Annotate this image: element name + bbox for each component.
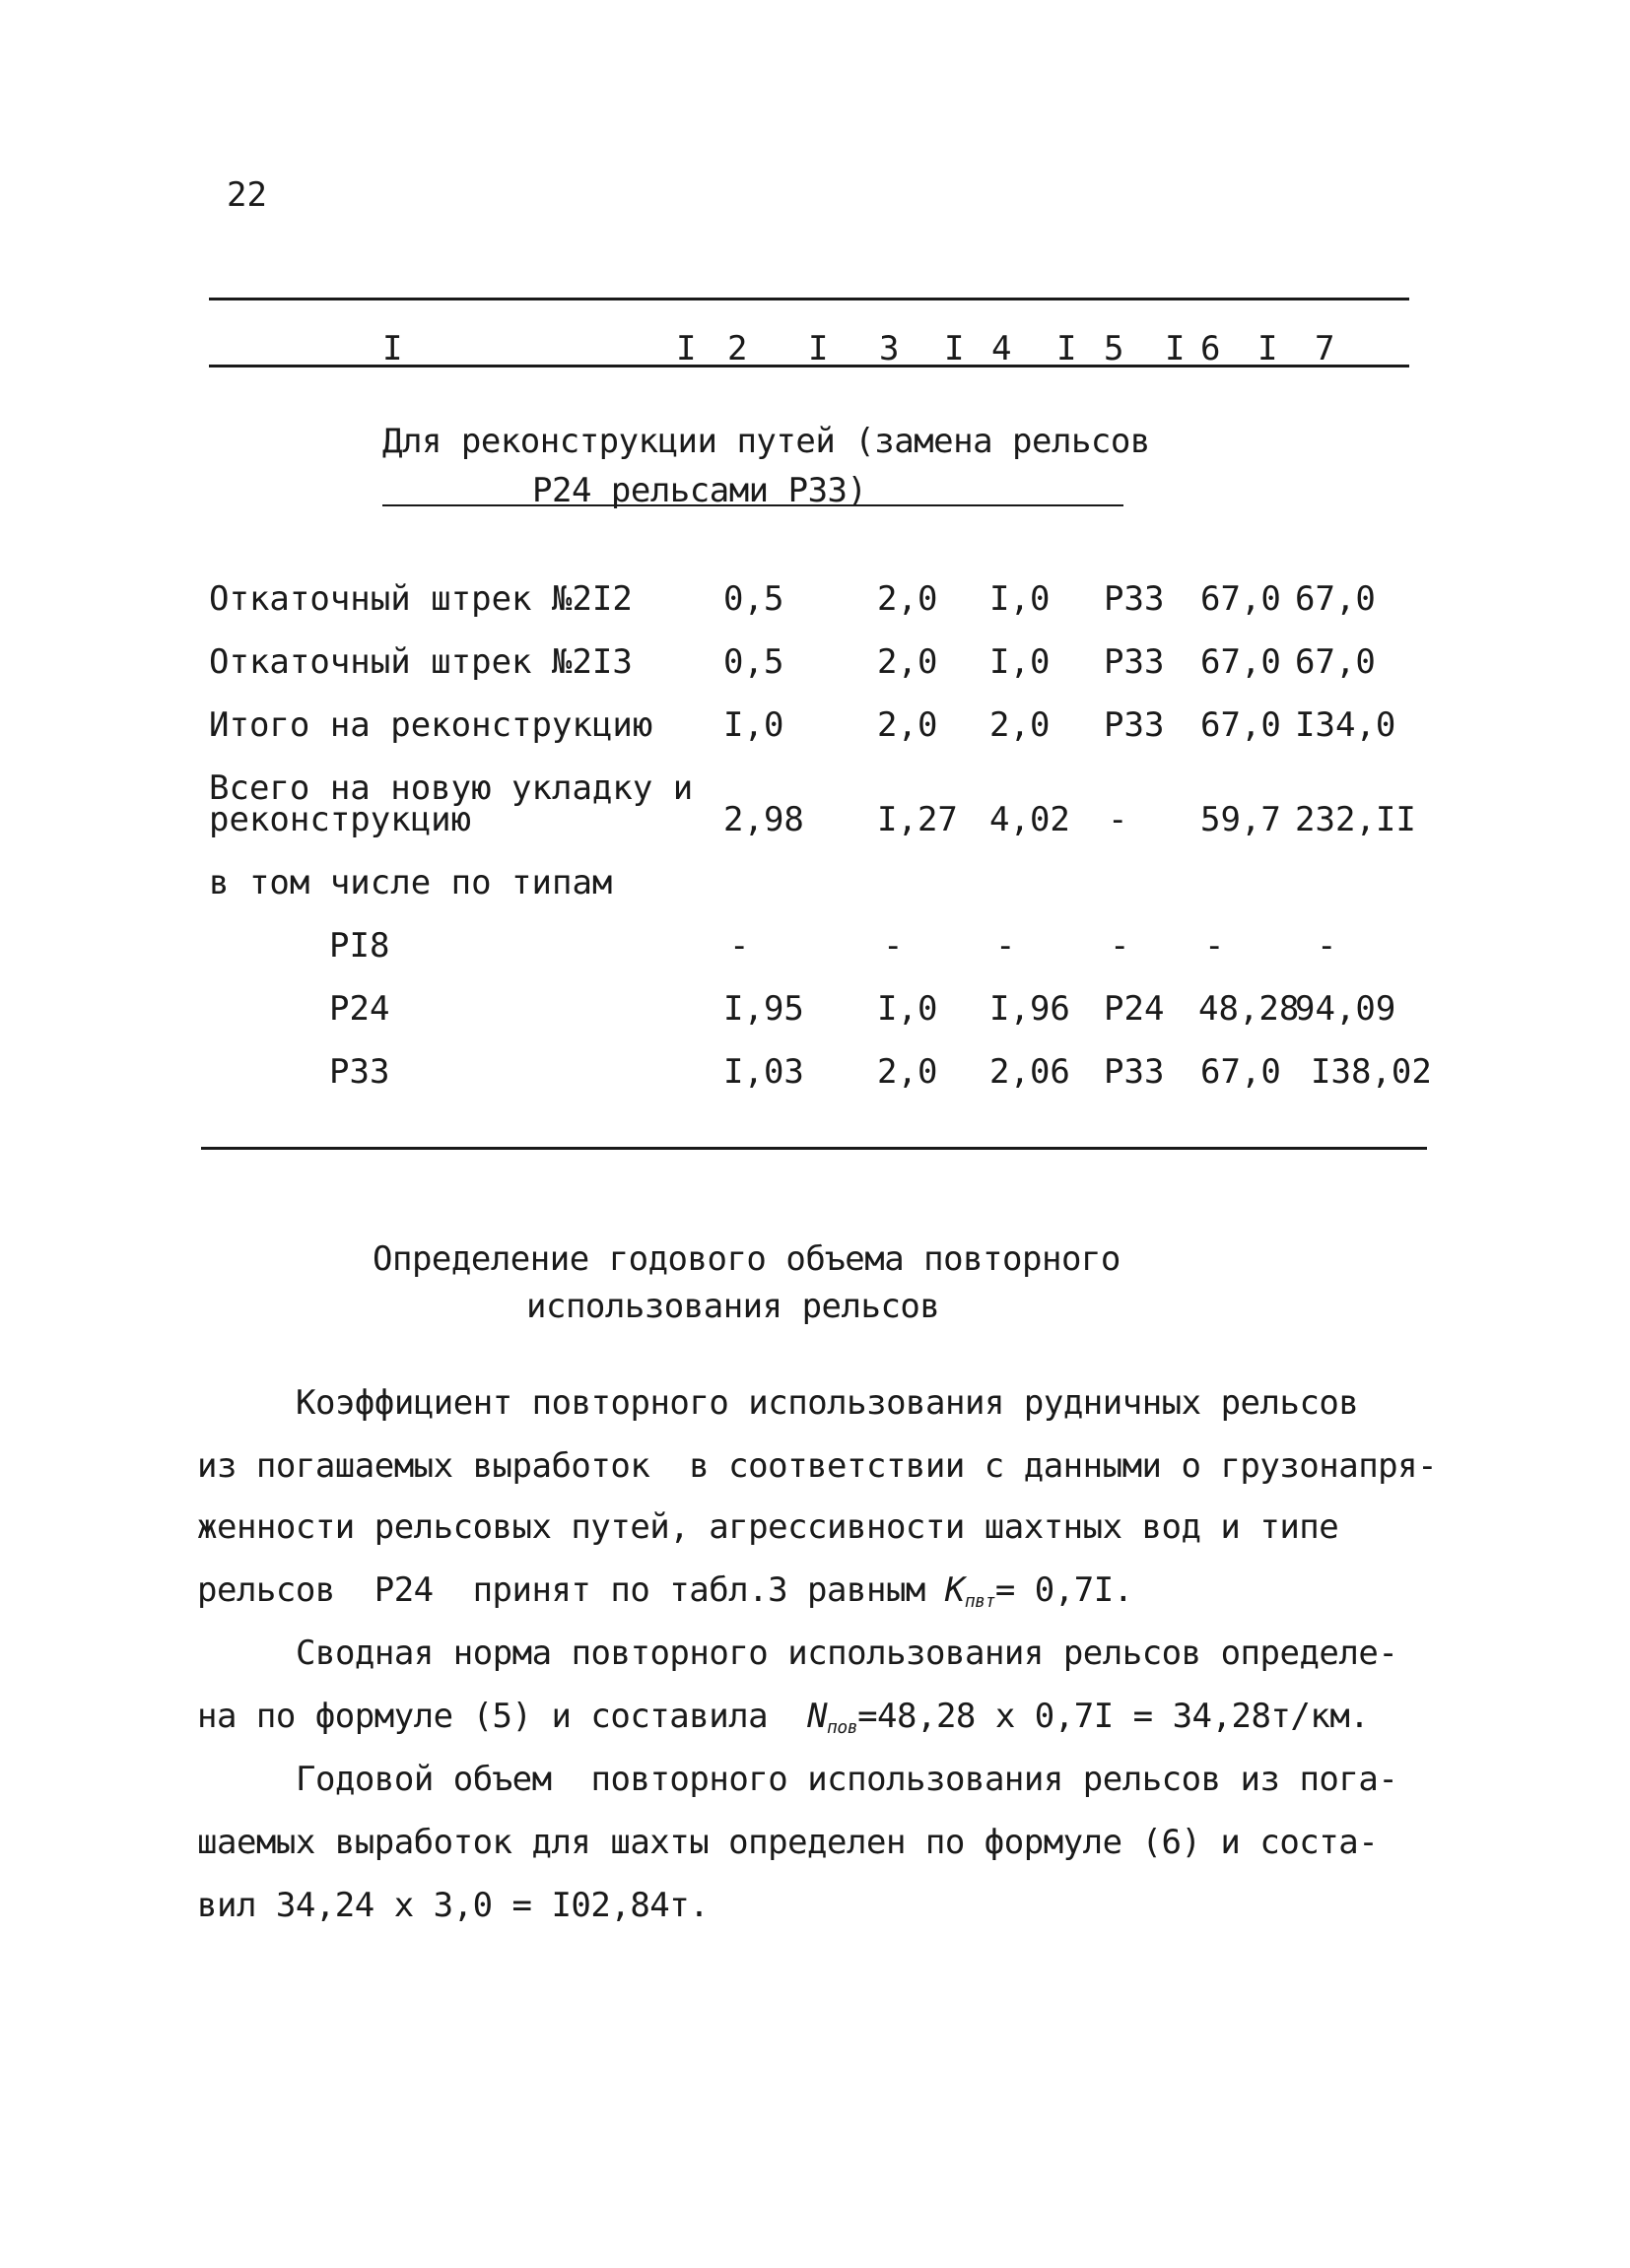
- cell-c7: 232,II: [1295, 800, 1416, 839]
- cell-c4: -: [995, 926, 1016, 966]
- cell-c4: 2,0: [989, 705, 1051, 745]
- row-label: РI8: [329, 926, 390, 966]
- paragraph-line: Сводная норма повторного использования рельсов определе-: [296, 1634, 1398, 1673]
- cell-c5: -: [1108, 800, 1128, 839]
- cell-c5: Р33: [1104, 642, 1165, 682]
- section-heading-line2: использования рельсов: [526, 1287, 940, 1326]
- cell-c5: Р33: [1104, 705, 1165, 745]
- header-col-7: 7: [1315, 329, 1335, 368]
- header-col-1: I: [382, 329, 403, 368]
- header-sep: I: [944, 329, 965, 368]
- header-col-6: 6: [1200, 329, 1221, 368]
- cell-c2: 0,5: [723, 642, 784, 682]
- cell-c4: I,0: [989, 642, 1051, 682]
- header-sep: I: [1056, 329, 1077, 368]
- header-col-2: 2: [727, 329, 748, 368]
- cell-c5: Р33: [1104, 1052, 1165, 1092]
- cell-c6: 67,0: [1200, 1052, 1281, 1092]
- cell-c6: -: [1204, 926, 1225, 966]
- cell-c2: I,0: [723, 705, 784, 745]
- paragraph-line: вил 34,24 х 3,0 = I02,84т.: [197, 1886, 710, 1925]
- cell-c7: -: [1317, 926, 1337, 966]
- text-fragment: на по формуле (5) и составила: [197, 1697, 808, 1736]
- cell-c6: 59,7: [1200, 800, 1281, 839]
- cell-c3: -: [883, 926, 904, 966]
- paragraph-line: [197, 1697, 1369, 1748]
- cell-c5: Р33: [1104, 579, 1165, 619]
- row-label: Р24: [329, 989, 390, 1029]
- paragraph-line: из погашаемых выработок в соответствии с данными о грузонапря-: [197, 1446, 1438, 1486]
- header-col-3: 3: [879, 329, 900, 368]
- cell-c5: -: [1110, 926, 1130, 966]
- header-col-5: 5: [1104, 329, 1124, 368]
- cell-c4: I,0: [989, 579, 1051, 619]
- paragraph-line: [197, 1570, 1133, 1622]
- text-fragment: рельсов Р24 принят по табл.3 равным: [197, 1570, 945, 1610]
- cell-c3: I,27: [877, 800, 958, 839]
- row-label: Откаточный штрек №2I3: [209, 642, 633, 682]
- row-label-line1: Всего на новую укладку и: [209, 768, 694, 808]
- section-caption-rule: [382, 504, 1123, 506]
- page-number: 22: [227, 175, 267, 215]
- cell-c3: 2,0: [877, 1052, 938, 1092]
- cell-c7: I34,0: [1295, 705, 1396, 745]
- header-col-4: 4: [991, 329, 1012, 368]
- paragraph-line: Годовой объем повторного использования рельсов из пога-: [296, 1760, 1398, 1799]
- cell-c4: I,96: [989, 989, 1070, 1029]
- header-sep: I: [676, 329, 697, 368]
- text-fragment: = 0,7I.: [994, 1570, 1133, 1610]
- cell-c5: Р24: [1104, 989, 1165, 1029]
- cell-c3: 2,0: [877, 642, 938, 682]
- row-label-line2: реконструкцию: [209, 800, 472, 839]
- text-fragment: =48,28 х 0,7I = 34,28т/км.: [857, 1697, 1370, 1736]
- cell-c7: I38,02: [1311, 1052, 1432, 1092]
- cell-c2: 0,5: [723, 579, 784, 619]
- cell-c7: 67,0: [1295, 579, 1376, 619]
- cell-c4: 2,06: [989, 1052, 1070, 1092]
- paragraph-line: Коэффициент повторного использования рудничных рельсов: [296, 1383, 1359, 1423]
- header-sep: I: [1257, 329, 1278, 368]
- cell-c6: 67,0: [1200, 705, 1281, 745]
- section-heading-line1: Определение годового объема повторного: [373, 1239, 1121, 1279]
- cell-c7: 67,0: [1295, 642, 1376, 682]
- cell-c3: 2,0: [877, 705, 938, 745]
- cell-c6: 48,28: [1198, 989, 1300, 1029]
- formula-symbol: К: [944, 1570, 965, 1610]
- cell-c2: -: [729, 926, 750, 966]
- table-top-rule: [209, 298, 1409, 300]
- formula-subscript: пов: [827, 1717, 858, 1738]
- cell-c2: I,03: [723, 1052, 804, 1092]
- section-caption-line2: Р24 рельсами Р33): [532, 471, 867, 510]
- row-label: Откаточный штрек №2I2: [209, 579, 633, 619]
- paragraph-line: женности рельсовых путей, агрессивности шахтных вод и типе: [197, 1507, 1339, 1547]
- header-sep: I: [1165, 329, 1186, 368]
- paragraph-line: шаемых выработок для шахты определен по формуле (6) и соста-: [197, 1823, 1379, 1862]
- cell-c7: 94,09: [1295, 989, 1396, 1029]
- cell-c4: 4,02: [989, 800, 1070, 839]
- row-label: Р33: [329, 1052, 390, 1092]
- section-caption-line1: Для реконструкции путей (замена рельсов: [382, 422, 1150, 461]
- header-bottom-rule: [209, 365, 1409, 367]
- cell-c6: 67,0: [1200, 579, 1281, 619]
- cell-c3: 2,0: [877, 579, 938, 619]
- table-bottom-rule: [201, 1147, 1427, 1150]
- cell-c3: I,0: [877, 989, 938, 1029]
- formula-subscript: пвт: [964, 1591, 995, 1612]
- cell-c2: 2,98: [723, 800, 804, 839]
- row-label: Итого на реконструкцию: [209, 705, 653, 745]
- cell-c2: I,95: [723, 989, 804, 1029]
- row-label: в том числе по типам: [209, 863, 613, 902]
- cell-c6: 67,0: [1200, 642, 1281, 682]
- formula-symbol: N: [807, 1697, 828, 1736]
- header-sep: I: [808, 329, 829, 368]
